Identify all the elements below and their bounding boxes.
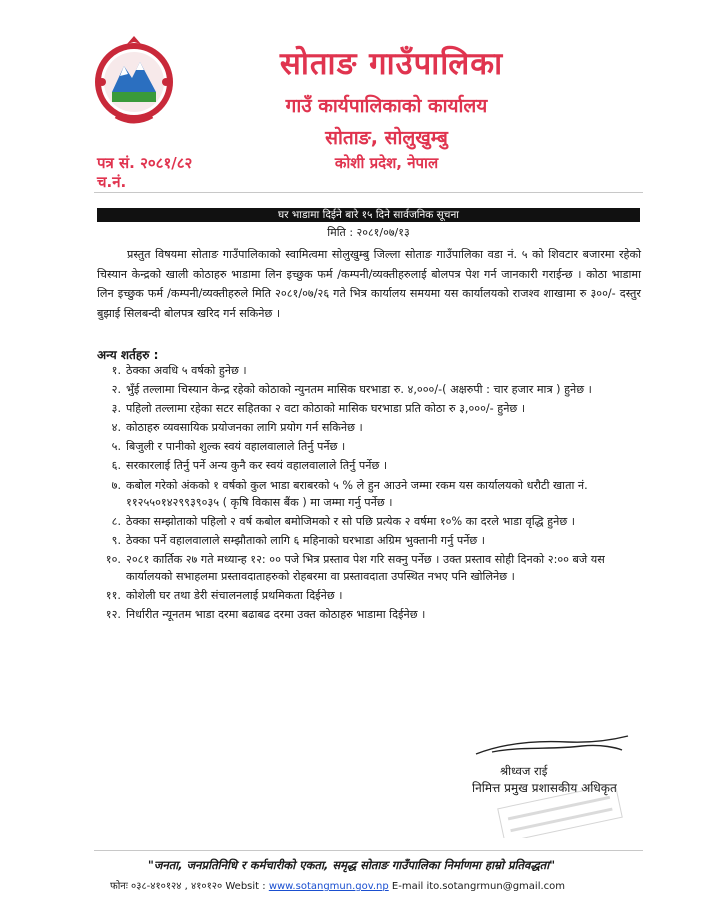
dispatch-number: च.नं. xyxy=(97,173,127,191)
list-item xyxy=(97,513,643,530)
list-item xyxy=(97,551,643,585)
item-text: ठेक्का सम्झोताको पहिलो २ वर्ष कबोल बमोजिमको र सो पछि प्रत्येक २ वर्षमा १०% का दरले भाडा वृद्धि हुनेछ । xyxy=(126,514,575,528)
item-text: पहिलो तल्लामा रहेका सटर सहितका २ वटा कोठाको मासिक घरभाडा प्रति कोठा रु ३,०००/- हुनेछ । xyxy=(126,402,526,416)
item-number: ३. xyxy=(111,402,121,416)
item-number: १२. xyxy=(105,608,121,622)
official-stamp xyxy=(470,788,650,838)
item-number: १. xyxy=(111,364,121,377)
reference-number: पत्र सं. २०८१/८२ xyxy=(97,154,193,172)
office-subtitle: गाउँ कार्यपालिकाको कार्यालय xyxy=(285,95,488,117)
footer-divider xyxy=(94,850,643,851)
item-text: भुँई तल्लामा चिस्यान केन्द्र रहेको कोठाको न्युनतम मासिक घरभाडा रु. ४,०००/-( अक्षरुपी : चार हजार मात्र ) हुनेछ । xyxy=(126,383,592,397)
item-text: कोशेली घर तथा डेरी संचालनलाई प्रथमिकता दिईनेछ । xyxy=(126,588,343,602)
list-item xyxy=(97,400,643,417)
item-text: बिजुली र पानीको शुल्क स्वयं वहालवालाले तिर्नु पर्नेछ । xyxy=(126,440,346,454)
list-item xyxy=(97,606,643,623)
list-item xyxy=(97,381,643,398)
item-text: २०८१ कार्तिक २७ गते मध्यान्ह १२: ०० पजे भित्र प्रस्ताव पेश गरि सक्नु पर्नेछ । उक्त प्रस्ताव सोही दिनको २:०० बजे यस कार्यालयको सभाहलमा प्रस्तावदाताहरुको रोहबरमा वा प्रस्तावदाता उपस्थित नभए पनि खोलिनेछ । xyxy=(126,552,605,583)
item-number: १०. xyxy=(105,552,121,566)
contact-phone: फोनः ०३८-४१०१२४ , ४१०१२० Websit : xyxy=(110,881,269,892)
item-text: कोठाहरु व्यवसायिक प्रयोजनका लागि प्रयोग गर्न सकिनेछ । xyxy=(126,421,363,435)
item-number: ८. xyxy=(111,514,121,528)
list-item xyxy=(97,419,643,436)
list-item xyxy=(97,477,643,511)
item-text: कबोल गरेको अंकको १ वर्षको कुल भाडा बराबरको ५ % ले हुन आउने जम्मा रकम यस कार्यालयको धरौटी खाता नं. ११२५५०१४२९९३९०३५ ( कृषि विकास बैंक ) मा जम्मा गर्नु पर्नेछ । xyxy=(126,478,588,509)
office-province: कोशी प्रदेश, नेपाल xyxy=(334,154,439,172)
item-number: ११. xyxy=(105,588,121,602)
list-item xyxy=(97,362,643,379)
item-number: ९. xyxy=(111,533,121,547)
item-text: ठेक्का पर्ने वहालवालाले सम्झौताको लागि ६ महिनाको घरभाडा अग्रिम भुक्तानी गर्नु पर्नेछ । xyxy=(126,533,486,547)
signatory-title: निमित्त प्रमुख प्रशासकीय अधिकृत xyxy=(472,781,617,795)
website-link[interactable]: www.sotangmun.gov.np xyxy=(268,881,389,892)
conditions-list xyxy=(97,362,643,625)
list-item xyxy=(97,438,643,455)
item-number: ६. xyxy=(111,459,121,473)
list-item xyxy=(97,587,643,604)
signature-scribble xyxy=(472,730,632,760)
contact-email: E-mail ito.sotangrmun@gmail.com xyxy=(388,881,566,892)
footer-contact xyxy=(110,878,565,892)
header-divider xyxy=(94,192,643,193)
item-number: ५. xyxy=(111,440,121,454)
item-number: ४. xyxy=(111,421,121,435)
item-number: ७. xyxy=(111,478,121,492)
item-number: २. xyxy=(111,383,121,397)
item-text: ठेक्का अवधि ५ वर्षको हुनेछ । xyxy=(126,364,247,377)
item-text: निर्धारीत न्यूनतम भाडा दरमा बढाबढ दरमा उक्त कोठाहरु भाडामा दिईनेछ । xyxy=(126,608,426,622)
notice-body: प्रस्तुत विषयमा सोताङ गाउँपालिकाको स्वामित्वमा सोलुखुम्बु जिल्ला सोताङ गाउँपालिका वडा नं. ५ को शिवटार बजारमा रहेको चिस्यान केन्द्रको खाली कोठाहरु भाडामा लिन इच्छुक फर्म /कम्पनी/व्यक्तीहरुलाई बोलपत्र पेश गर्न जानकारी गराईन्छ । कोठा भाडामा लिन इच्छुक फर्म /कम्पनी/व्यक्तीहरुले मिति २०८१/०७/२६ गते भित्र कार्यालय समयमा यस कार्यालयको राजश्व शाखामा रु ३००/- दस्तुर बुझाई सिलबन्दी बोलपत्र खरिद गर्न सकिनेछ । xyxy=(97,248,641,320)
municipality-title: सोताङ गाउँपालिका xyxy=(279,46,504,82)
footer-motto: "जनता, जनप्रतिनिधि र कर्मचारीको एकता, समृद्ध सोताङ गाउँपालिका निर्माणमा हाम्रो प्रतिवद्धता" xyxy=(147,858,556,872)
notice-title: घर भाडामा दिईने बारे १५ दिने सार्वजनिक सूचना xyxy=(97,208,640,222)
list-item xyxy=(97,457,643,474)
office-location: सोताङ, सोलुखुम्बु xyxy=(325,127,448,149)
signatory-name: श्रीध्वज राई xyxy=(500,764,548,778)
conditions-heading: अन्य शर्तहरु : xyxy=(97,348,159,362)
item-text: सरकारलाई तिर्नु पर्ने अन्य कुनै कर स्वयं वहालवालाले तिर्नु पर्नेछ । xyxy=(126,459,388,473)
list-item xyxy=(97,532,643,549)
notice-date: मिति : २०८१/०७/१३ xyxy=(327,226,410,239)
